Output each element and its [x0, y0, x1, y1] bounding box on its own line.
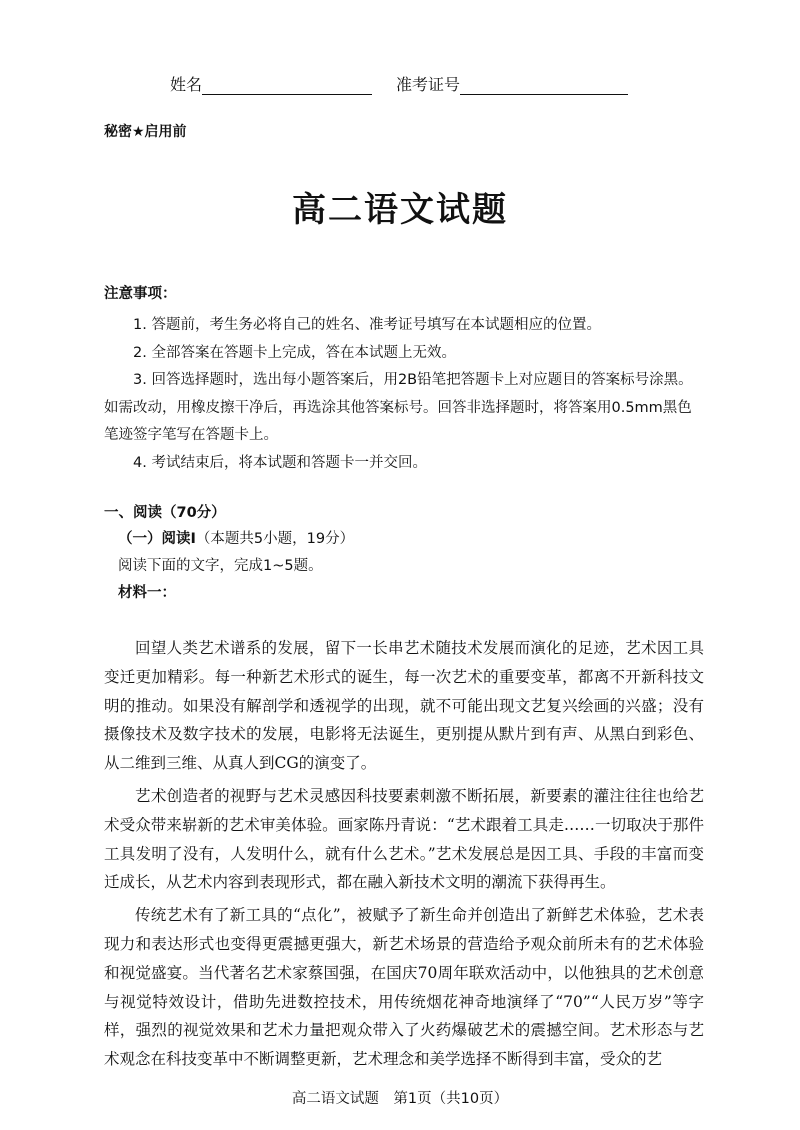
article-paragraph: 回望人类艺术谱系的发展，留下一长串艺术随技术发展而演化的足迹，艺术因工具变迁更加精彩。每一种新艺术形式的诞生，每一次艺术的重要变革，都离不开新科技文明的推动。如果没有解剖学和透视学的出现，就不可能出现文艺复兴绘画的兴盛；没有摄像技术及数字技术的发展，电影将无法诞生，更别提从默片到有声、从黑白到彩色、从二维到三维、从真人到CG的演变了。: [104, 639, 704, 773]
note-item: 3. 回答选择题时，选出每小题答案后，用2B铅笔把答题卡上对应题目的答案标号涂黑。如需改动，用橡皮擦干净后，再选涂其他答案标号。回答非选择题时，将答案用0.5mm黑色笔迹签字笔写在答题卡上。: [104, 372, 693, 443]
section-heading: 一、阅读（70分）: [104, 505, 226, 521]
notes-heading: 注意事项：: [104, 286, 177, 302]
note-item: 2. 全部答案在答题卡上完成，答在本试题上无效。: [133, 344, 456, 361]
article-text: [104, 634, 704, 1078]
candidate-info-line: [170, 72, 640, 95]
subsection-detail: （本题共5小题，19分）: [195, 531, 355, 547]
subsection-label: （一）阅读Ⅰ: [118, 531, 196, 547]
notes-block: [104, 282, 704, 477]
subsection-title: [104, 526, 704, 553]
page-title: 高二语文试题: [292, 190, 508, 230]
id-label: 准考证号: [396, 75, 461, 94]
name-blank-line: [202, 76, 372, 95]
note-item: 4. 考试结束后，将本试题和答题卡一并交回。: [133, 454, 427, 471]
reading-section: [104, 500, 704, 607]
note-item: 1. 答题前，考生务必将自己的姓名、准考证号填写在本试题相应的位置。: [133, 317, 601, 333]
article-paragraph: 传统艺术有了新工具的“点化”，被赋予了新生命并创造出了新鲜艺术体验，艺术表现力和表达形式也变得更震撼更强大，新艺术场景的营造给予观众前所未有的艺术体验和视觉盛宴。当代著名艺术家蔡国强，在国庆70周年联欢活动中，以他独具的艺术创意与视觉特效设计，借助先进数控技术，用传统烟花神奇地演绎了“70”“人民万岁”等字样，强烈的视觉效果和艺术力量把观众带入了火药爆破艺术的震撼空间。艺术形态与艺术观念在科技变革中不断调整更新，艺术理念和美学选择不断得到丰富，受众的艺: [104, 906, 704, 1069]
material-label: 材料一：: [118, 585, 176, 601]
secret-label: 秘密★启用前: [104, 124, 187, 140]
id-blank-line: [460, 76, 628, 95]
name-label: 姓名: [170, 75, 203, 94]
reading-instruction: 阅读下面的文字，完成1~5题。: [118, 558, 323, 574]
article-paragraph: 艺术创造者的视野与艺术灵感因科技要素刺激不断拓展，新要素的灌注往往也给艺术受众带来崭新的艺术审美体验。画家陈丹青说：“艺术跟着工具走……一切取决于那件工具发明了没有，人发明什么，就有什么艺术。”艺术发展总是因工具、手段的丰富而变迁成长，从艺术内容到表现形式，都在融入新技术文明的潮流下获得再生。: [104, 786, 704, 892]
page-footer: 高二语文试题 第1页（共10页）: [291, 1091, 509, 1107]
